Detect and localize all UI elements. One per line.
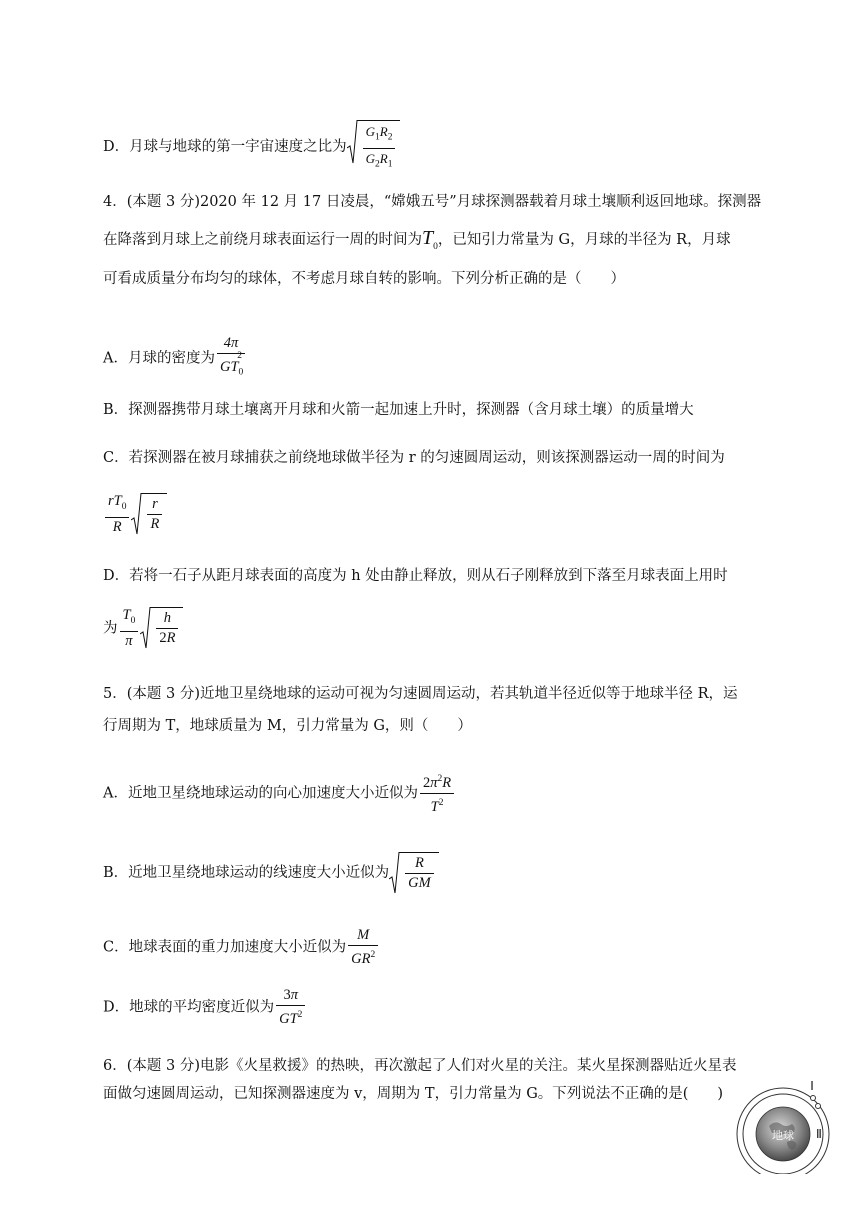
fraction: $\frac{4\pi}{GT_0^2}$	[217, 334, 245, 383]
q5-option-b[interactable]	[103, 852, 439, 894]
fraction: $\frac{2\pi^2R}{T^2}$	[420, 770, 454, 817]
q5-option-d[interactable]	[103, 986, 307, 1029]
fraction: $\frac{3\pi}{GT^2}$	[276, 986, 305, 1029]
q5-stem-line-1: 5．(本题 3 分)近地卫星绕地球的运动可视为匀速圆周运动，若其轨道半径近似等于地球半径 R，运	[103, 686, 738, 702]
q5-option-c[interactable]	[103, 926, 380, 969]
option-text: A．月球的密度为	[103, 350, 215, 367]
sqrt-expression: $\frac{h}{2R}$	[140, 607, 183, 649]
period-symbol: $T_0$	[422, 227, 438, 252]
q4-option-d-formula	[103, 606, 183, 651]
sqrt-expression: $\frac{G_1R_2}{G_2R_1}$	[347, 120, 401, 174]
q4-option-b[interactable]: B．探测器携带月球土壤离开月球和火箭一起加速上升时，探测器（含月球土壤）的质量增大	[103, 402, 694, 418]
option-text: D．地球的平均密度近似为	[103, 999, 275, 1016]
earth-label: 地球	[772, 1129, 794, 1142]
satellite-marker	[811, 1096, 816, 1101]
satellite-marker	[816, 1104, 821, 1109]
option-text: C．地球表面的重力加速度大小近似为	[103, 939, 347, 956]
option-text: B．近地卫星绕地球运动的线速度大小近似为	[103, 865, 390, 881]
q4-option-d[interactable]: D．若将一石子从距月球表面的高度为 h 处由静止释放，则从石子刚释放到下落至月球表面上用时	[103, 568, 728, 584]
stem-text: 在降落到月球上之前绕月球表面运行一周的时间为	[103, 232, 422, 248]
q3-option-d[interactable]	[103, 120, 400, 174]
q4-stem-line-3: 可看成质量分布均匀的球体，不考虑月球自转的影响。下列分析正确的是（ ）	[103, 271, 625, 287]
option-text: A．近地卫星绕地球运动的向心加速度大小近似为	[103, 785, 418, 802]
q6-stem-line-2: 面做匀速圆周运动，已知探测器速度为 v，周期为 T，引力常量为 G。下列说法不正确的是( )	[103, 1086, 724, 1102]
orbit-diagram	[733, 1074, 833, 1174]
q5-stem-line-2: 行周期为 T，地球质量为 M，引力常量为 G，则（ ）	[103, 718, 472, 734]
sqrt-expression: $\frac{R}{GM}$	[389, 852, 439, 894]
orbit-1-label: Ⅰ	[810, 1079, 814, 1093]
stem-text: ，已知引力常量为 G，月球的半径为 R，月球	[437, 232, 731, 248]
fraction: $\frac{M}{GR^2}$	[348, 926, 378, 969]
sqrt-expression: $\frac{r}{R}$	[131, 493, 167, 535]
q4-stem-line-1: 4．(本题 3 分)2020 年 12 月 17 日凌晨，“嫦娥五号”月球探测器载着月球土壤顺利返回地球。探测器	[103, 194, 762, 210]
q4-option-c[interactable]: C．若探测器在被月球捕获之前绕地球做半径为 r 的匀速圆周运动，则该探测器运动一周的时间为	[103, 450, 725, 466]
q5-option-a[interactable]	[103, 770, 456, 817]
q6-stem-line-1: 6．(本题 3 分)电影《火星救援》的热映，再次激起了人们对火星的关注。某火星探测器贴近火星表	[103, 1058, 737, 1074]
q4-option-c-formula	[103, 492, 167, 537]
q4-option-a[interactable]	[103, 334, 247, 383]
fraction: $\frac{rT_0}{R}$	[105, 492, 129, 537]
fraction: $\frac{T_0}{\pi}$	[120, 606, 139, 651]
orbit-2-label: Ⅱ	[816, 1127, 822, 1141]
q4-stem-line-2	[103, 228, 731, 257]
option-text: D．月球与地球的第一宇宙速度之比为	[103, 139, 347, 156]
option-text: 为	[103, 620, 118, 637]
